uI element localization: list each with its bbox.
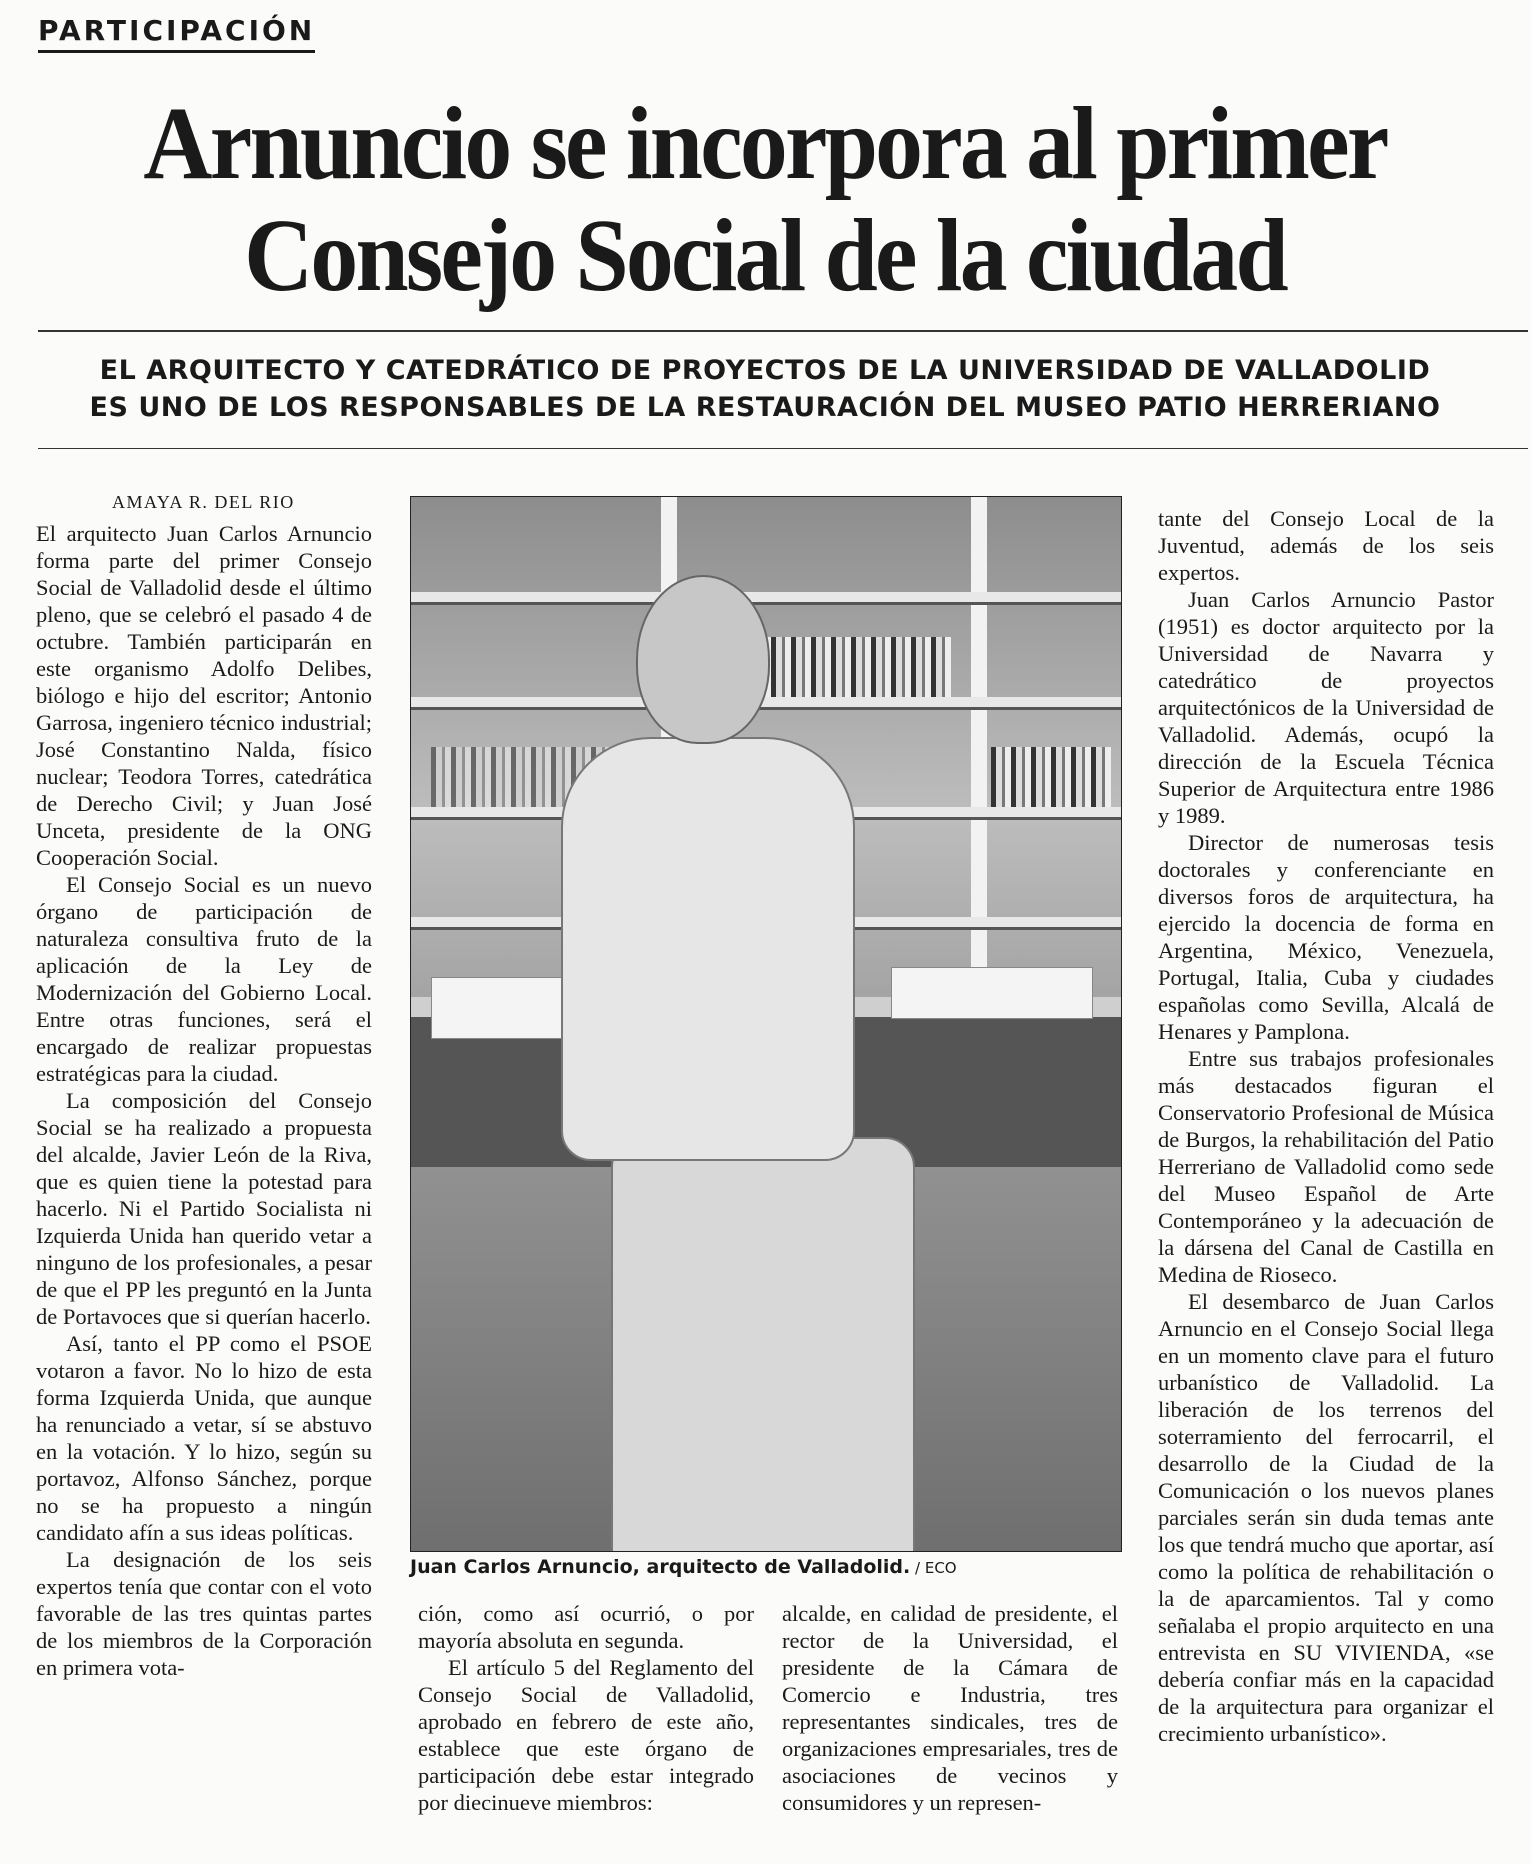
photo-subject-head xyxy=(636,575,770,744)
photo-papers xyxy=(891,967,1093,1019)
paragraph: El Consejo Social es un nuevo órgano de participación de naturaleza consultiva fruto de la aplicación de la Ley de Modernización del Gobierno Local. Entre otras funciones, será el encargado de realizar propuestas estratégicas para la ciudad. xyxy=(36,872,372,1086)
column-2 xyxy=(418,1600,754,1816)
paragraph: ción, como así ocurrió, o por mayoría absoluta en segunda. xyxy=(418,1601,754,1653)
subhead-line-1: EL ARQUITECTO Y CATEDRÁTICO DE PROYECTOS DE LA UNIVERSIDAD DE VALLADOLID xyxy=(99,355,1431,386)
paragraph: tante del Consejo Local de la Juventud, además de los seis expertos. xyxy=(1158,506,1494,585)
photo-shelf-post xyxy=(971,497,987,977)
paragraph: El artículo 5 del Reglamento del Consejo Social de Valladolid, aprobado en febrero de este año, establece que este órgano de participación debe estar integrado por diecinueve miembros: xyxy=(418,1655,754,1815)
photo-books xyxy=(991,747,1111,807)
caption-text: Juan Carlos Arnuncio, arquitecto de Valladolid. xyxy=(410,1556,911,1578)
photo-subject-legs xyxy=(611,1137,915,1552)
headline-line-2: Consejo Social de la ciudad xyxy=(244,198,1286,313)
top-rule xyxy=(38,330,1528,332)
column-4 xyxy=(1158,505,1494,1747)
subhead-rule xyxy=(38,448,1528,449)
byline: AMAYA R. DEL RIO xyxy=(112,492,295,512)
paragraph: La composición del Consejo Social se ha realizado a propuesta del alcalde, Javier León de la Riva, que es quien tiene la potestad para hacerlo. Ni el Partido Socialista ni Izquierda Unida han querido vetar a ninguno de los profesionales, a pesar de que el PP les preguntó en la Junta de Portavoces que si querían hacerlo. xyxy=(36,1088,372,1329)
column-1 xyxy=(36,520,372,1681)
paragraph: El desembarco de Juan Carlos Arnuncio en el Consejo Social llega en un momento clave para el futuro urbanístico de Valladolid. La liberación de los terrenos del soterramiento del ferrocarril, el desarrollo de la Ciudad de la Comunicación o los nuevos planes parciales serán sin duda temas ante los que tendrá mucho que aportar, así como la política de rehabilitación o la de aparcamientos. Tal y como señalaba el propio arquitecto en una entrevista en SU VIVIENDA, «se debería confiar más en la capacidad de la arquitectura para organizar el crecimiento urbanístico». xyxy=(1158,1289,1494,1746)
photo-subject-torso xyxy=(561,737,855,1161)
section-tag: PARTICIPACIÓN xyxy=(38,14,315,53)
subhead xyxy=(40,352,1490,426)
photo-shelf xyxy=(411,592,1121,605)
photo-shelf xyxy=(411,697,1121,710)
headline-line-1: Arnuncio se incorpora al primer xyxy=(143,86,1387,201)
paragraph: alcalde, en calidad de presidente, el rector de la Universidad, el presidente de la Cámara de Comercio e Industria, tres representantes sindicales, tres de organizaciones empresariales, tres de asociaciones de vecinos y consumidores y un represen- xyxy=(782,1601,1118,1815)
paragraph: Así, tanto el PP como el PSOE votaron a favor. No lo hizo de esta forma Izquierda Unida, que aunque ha renunciado a vetar, sí se abstuvo en la votación. Y lo hizo, según su portavoz, Alfonso Sánchez, porque no se ha propuesto a ningún candidato afín a sus ideas políticas. xyxy=(36,1331,372,1545)
photo-caption xyxy=(410,1556,957,1578)
headline xyxy=(98,88,1432,312)
paragraph: El arquitecto Juan Carlos Arnuncio forma parte del primer Consejo Social de Valladolid desde el último pleno, que se celebró el pasado 4 de octubre. También participarán en este organismo Adolfo Delibes, biólogo e hijo del escritor; Antonio Garrosa, ingeniero técnico industrial; José Constantino Nalda, físico nuclear; Teodora Torres, catedrática de Derecho Civil; y Juan José Unceta, presidente de la ONG Cooperación Social. xyxy=(36,521,372,870)
column-3 xyxy=(782,1600,1118,1816)
paragraph: Juan Carlos Arnuncio Pastor (1951) es doctor arquitecto por la Universidad de Navarra y catedrático de proyectos arquitectónicos de la Universidad de Valladolid. Además, ocupó la dirección de la Escuela Técnica Superior de Arquitectura entre 1986 y 1989. xyxy=(1158,587,1494,828)
paragraph: Entre sus trabajos profesionales más destacados figuran el Conservatorio Profesional de Música de Burgos, la rehabilitación del Patio Herreriano de Valladolid como sede del Museo Español de Arte Contemporáneo y la adecuación de la dársena del Canal de Castilla en Medina de Rioseco. xyxy=(1158,1046,1494,1287)
paragraph: Director de numerosas tesis doctorales y conferenciante en diversos foros de arquitectura, ha ejercido la docencia de forma en Argentina, México, Venezuela, Portugal, Italia, Cuba y ciudades españolas como Sevilla, Alcalá de Henares y Pamplona. xyxy=(1158,830,1494,1044)
subhead-line-2: ES UNO DE LOS RESPONSABLES DE LA RESTAURACIÓN DEL MUSEO PATIO HERRERIANO xyxy=(89,392,1441,423)
article-photo xyxy=(410,496,1122,1552)
paragraph: La designación de los seis expertos tenía que contar con el voto favorable de las tres quintas partes de los miembros de la Corporación en primera vota- xyxy=(36,1547,372,1680)
caption-credit: / ECO xyxy=(910,1559,957,1577)
